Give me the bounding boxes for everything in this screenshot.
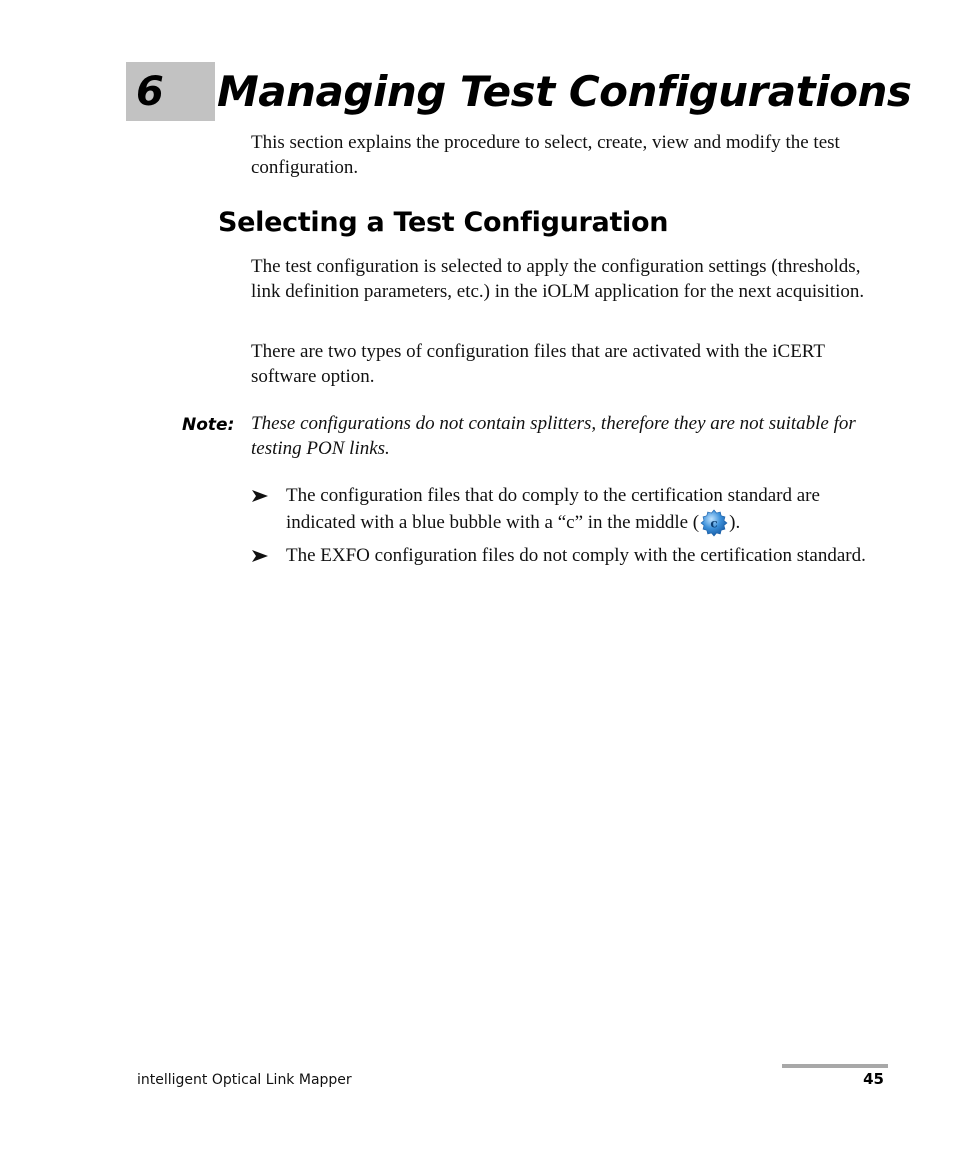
note-text: These configurations do not contain splitters, therefore they are not suitable for testing PON links. [251,413,856,459]
arrow-bullet-icon [251,547,269,565]
arrow-bullet-icon [251,487,269,505]
svg-text:c: c [710,516,718,530]
bullet-text-1-before: The configuration files that do comply to the certification standard are indicated with a blue bubble with a “c” in the middle ( [286,485,820,533]
footer-rule [782,1064,888,1068]
chapter-title: Managing Test Configurations [217,67,912,116]
bullet-text-1 [286,484,886,537]
section-paragraph-2: There are two types of configuration files that are activated with the iCERT software option. [251,341,825,387]
bullet-text-1-after: ). [729,511,741,533]
intro-paragraph: This section explains the procedure to select, create, view and modify the test configuration. [251,132,840,178]
section-heading: Selecting a Test Configuration [218,207,669,238]
footer-title: intelligent Optical Link Mapper [137,1072,352,1088]
note-label: Note: [182,415,235,435]
section-paragraph-1: The test configuration is selected to apply the configuration settings (thresholds, link definition parameters, etc.) in the iOLM application for the next acquisition. [251,256,865,302]
bullet-text-2: The EXFO configuration files do not comply with the certification standard. [286,545,866,566]
page-number: 45 [863,1070,884,1088]
certified-c-bubble-icon [700,509,728,537]
chapter-number: 6 [136,69,164,115]
